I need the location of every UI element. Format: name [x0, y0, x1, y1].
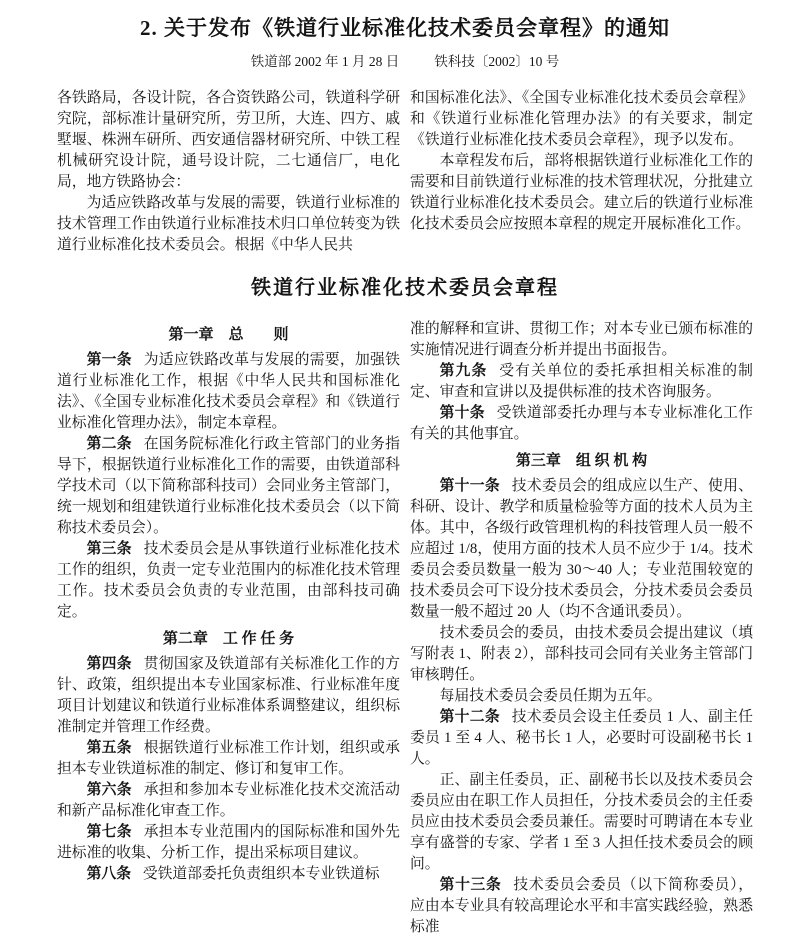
article-number: 第十一条: [439, 478, 500, 494]
paragraph: 第五条 根据铁道行业标准工作计划，组织或承担本专业铁道标准的制定、修订和复审工作。: [57, 740, 400, 777]
paragraph: 技术委员会的委员，由技术委员会提出建议（填写附表 1、附表 2），部科技司会同有关业务主管部门审核聘任。: [410, 625, 753, 683]
article-number: 第十二条: [439, 709, 500, 725]
paragraph: 第十二条 技术委员会设主任委员 1 人、副主任委员 1 至 4 人、秘书长 1 人，必要时可设副秘书长 1 人。: [410, 709, 753, 767]
article-number: 第一条: [86, 352, 132, 368]
article-number: 第三条: [86, 541, 132, 557]
paragraph: 准的解释和宣讲、贯彻工作；对本专业已颁布标准的实施情况进行调查分析并提出书面报告。: [410, 321, 753, 358]
paragraph: 和国标准化法》、《全国专业标准化技术委员会章程》和《铁道行业标准化管理办法》的有关要求，制定《铁道行业标准化技术委员会章程》，现予以发布。: [410, 90, 753, 148]
article-number: 第四条: [86, 656, 132, 672]
paragraph: 第七条 承担本专业范围内的国际标准和国外先进标准的收集、分析工作，提出采标项目建议。: [57, 824, 400, 861]
charter-title: 铁道行业标准化技术委员会章程: [251, 277, 559, 299]
article-number: 第九条: [439, 363, 488, 379]
paragraph: 第六条 承担和参加本专业标准化技术交流活动和新产品标准化审查工作。: [57, 782, 400, 819]
article-number: 第五条: [86, 740, 132, 756]
paragraph: 每届技术委员会委员任期为五年。: [439, 688, 662, 704]
charter-left-column: [57, 319, 400, 938]
paragraph: 第十三条 技术委员会委员（以下简称委员），应由本专业具有较高理论水平和丰富实践经验，熟悉标准: [410, 877, 753, 935]
article-number: 第七条: [86, 824, 132, 840]
notice-title: 2. 关于发布《铁道行业标准化技术委员会章程》的通知: [140, 16, 670, 40]
paragraph: 各铁路局，各设计院，各合资铁路公司，铁道科学研究院，部标准计量研究所，劳卫所，大连、四方、戚墅堰、株洲车研所、西安通信器材研究所、中铁工程机械研究设计院，通号设计院，二七通信厂，电化局，地方铁路协会：: [57, 90, 400, 190]
paragraph: 本章程发布后，部将根据铁道行业标准化工作的需要和目前铁道行业标准的技术管理状况，分批建立铁道行业标准化技术委员会。建立后的铁道行业标准化技术委员会应按照本章程的规定开展标准化工作。: [410, 153, 753, 232]
article-number: 第六条: [86, 782, 132, 798]
notice-dateline: [57, 52, 753, 71]
paragraph: 为适应铁路改革与发展的需要，铁道行业标准的技术管理工作由铁道行业标准技术归口单位转变为铁道行业标准化技术委员会。根据《中华人民共: [57, 195, 400, 253]
paragraph: 第十条 受铁道部委托办理与本专业标准化工作有关的其他事宜。: [410, 405, 753, 442]
paragraph: 第二条 在国务院标准化行政主管部门的业务指导下，根据铁道行业标准化工作的需要，由铁道部科学技术司（以下简称部科技司）会同业务主管部门，统一规划和组建铁道行业标准化技术委员会（以下简称技术委员会）。: [57, 436, 400, 536]
paragraph: 正、副主任委员，正、副秘书长以及技术委员会委员应由在职工作人员担任，分技术委员会的主任委员应由技术委员会委员兼任。需要时可聘请在本专业享有盛誉的专家、学者 1 至 3 人担任技术委员会的顾问。: [410, 772, 753, 872]
paragraph: 第八条 受铁道部委托负责组织本专业铁道标: [86, 866, 380, 882]
paragraph: 第十一条 技术委员会的组成应以生产、使用、科研、设计、教学和质量检验等方面的技术人员为主体。其中，各级行政管理机构的科技管理人员一般不应超过 1/8，使用方面的技术人员不应少于 1/4。技术委员会委员数量一般为 30～40 人；专业范围较宽的技术委员会可下设分技术委员会，分技术委员会委员数量一般不超过 20 人（均不含通讯委员）。: [410, 478, 753, 620]
notice-doc-number: 铁科技〔2002〕10 号: [434, 54, 560, 69]
charter-right-column: [410, 319, 753, 938]
notice-issuer-date: 铁道部 2002 年 1 月 28 日: [250, 54, 400, 69]
article-number: 第十条: [439, 405, 485, 421]
paragraph: 第九条 受有关单位的委托承担相关标准的制定、审查和宣讲以及提供标准的技术咨询服务。: [410, 363, 753, 400]
notice-left-column: [57, 88, 400, 256]
paragraph: 第四条 贯彻国家及铁道部有关标准化工作的方针、政策，组织提出本专业国家标准、行业标准年度项目计划建议和铁道行业标准体系调整建议，组织标准制定并管理工作经费。: [57, 656, 400, 735]
chapter-heading: 第二章 工 作 任 务: [162, 631, 295, 647]
article-number: 第八条: [86, 866, 131, 882]
article-number: 第二条: [86, 436, 132, 452]
charter-body: [57, 319, 753, 938]
paragraph: 第三条 技术委员会是从事铁道行业标准化技术工作的组织，负责一定专业范围内的标准化技术管理工作。技术委员会负责的专业范围，由部科技司确定。: [57, 541, 400, 620]
notice-body: [57, 88, 753, 256]
chapter-heading: 第一章 总 则: [168, 327, 289, 343]
article-number: 第十三条: [439, 877, 502, 893]
notice-right-column: [410, 88, 753, 256]
paragraph: 第一条 为适应铁路改革与发展的需要，加强铁道行业标准化工作，根据《中华人民共和国标准化法》、《全国专业标准化技术委员会章程》和《铁道行业标准化管理办法》，制定本章程。: [57, 352, 400, 431]
chapter-heading: 第三章 组 织 机 构: [515, 453, 648, 469]
